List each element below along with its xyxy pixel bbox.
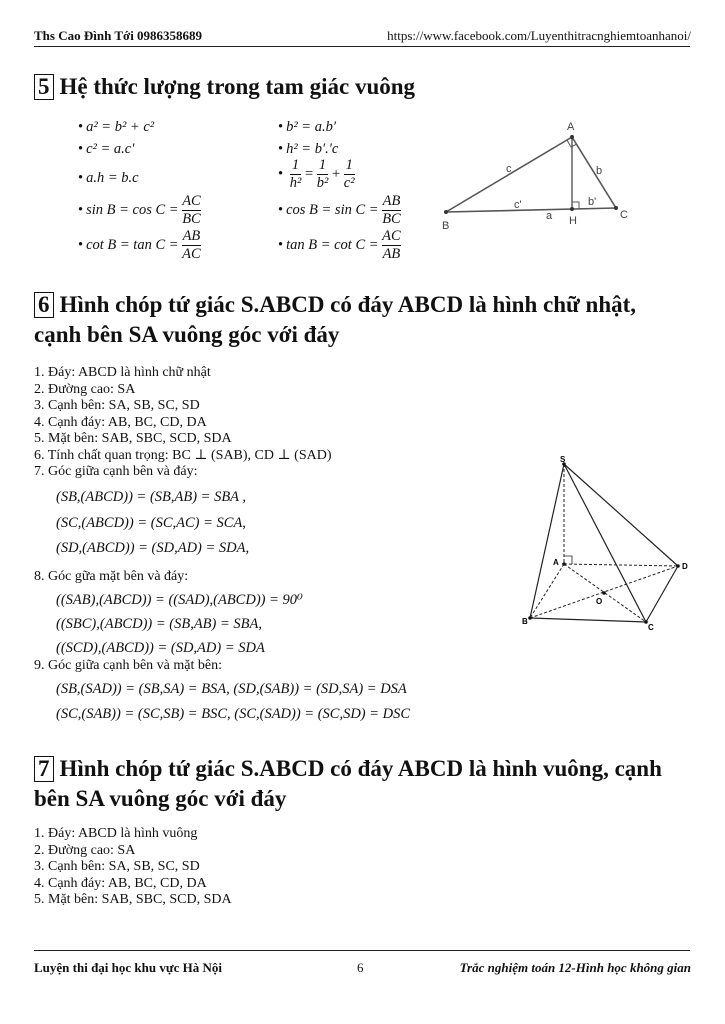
angle7-1: (SB,(ABCD)) = (SB,AB) = SBA ,: [56, 489, 247, 505]
pyramid-figure: [516, 452, 696, 638]
formula-r3: • $\frac{1}{\text{h²}}$ = $\frac{1}{\text{b²}}$ + $\frac{1}{\text{c²}}$: [278, 157, 355, 191]
section7-title: 7 Hình chóp tứ giác S.ABCD có đáy ABCD là hình vuông, cạnh bên SA vuông góc với đáy: [34, 756, 662, 811]
formula-l1: • a² = b² + c²: [78, 119, 155, 135]
formula-l2: • c² = a.c′: [78, 141, 135, 157]
item9: 9. Góc giữa cạnh bên và mặt bên:: [34, 658, 222, 673]
label-D: D: [682, 562, 688, 571]
section5-title: 5 Hệ thức lượng trong tam giác vuông: [34, 72, 415, 102]
formula-r2: • h² = b′.′c: [278, 141, 339, 157]
edge-BC: [530, 618, 646, 622]
label-A: A: [567, 121, 575, 133]
header-rule: [34, 46, 690, 47]
formula-l3: • a.h = b.c: [78, 170, 139, 186]
label-C: C: [648, 623, 654, 632]
angle7-2: (SC,(ABCD)) = (SC,AC) = SCA,: [56, 515, 246, 531]
label-b-prime: b': [588, 196, 597, 208]
section6-title: 6 Hình chóp tứ giác S.ABCD có đáy ABCD là hình chữ nhật, cạnh bên SA vuông góc với đáy: [34, 292, 637, 347]
edge-SD: [564, 464, 678, 566]
section7-number: 7: [34, 756, 54, 782]
angle7-3: (SD,(ABCD)) = (SD,AD) = SDA,: [56, 540, 250, 556]
section5-number: 5: [34, 74, 54, 100]
section7-list: 1. Đáy: ABCD là hình vuông 2. Đường cao: SA 3. Cạnh bên: SA, SB, SC, SD 4. Cạnh đáy: AB, BC, CD, DA 5. Mặt bên: SAB, SBC, SCD, SDA: [34, 826, 232, 907]
section6-list: 1. Đáy: ABCD là hình chữ nhật 2. Đường cao: SA 3. Cạnh bên: SA, SB, SC, SD 4. Cạnh đáy: AB, BC, CD, DA 5. Mặt bên: SAB, SBC, SCD, SDA 6. Tính chất quan trọng: BC ⊥ (SAB), CD ⊥ (SAD) 7. Góc giữa cạnh bên và đáy:: [34, 365, 332, 479]
label-A: A: [553, 558, 559, 567]
footer-right: Trắc nghiệm toán 12-Hình học không gian: [459, 960, 691, 975]
edge-SB: [530, 464, 564, 618]
angle8-1: ((SAB),(ABCD)) = ((SAD),(ABCD)) = 90⁰: [56, 592, 303, 608]
angle8-3: ((SCD),(ABCD)) = (SD,AD) = SDA: [56, 640, 265, 656]
edge-AD: [564, 564, 678, 566]
label-C: C: [620, 209, 628, 221]
label-S: S: [560, 455, 566, 464]
label-b: b: [596, 165, 603, 177]
footer-rule: [34, 950, 690, 951]
formula-r1: • b² = a.b′: [278, 119, 337, 135]
page-number: 6: [357, 960, 364, 975]
label-B: B: [522, 617, 528, 626]
label-O: O: [596, 597, 603, 606]
edge-CD: [646, 566, 678, 622]
header-author: Ths Cao Đình Tới 0986358689: [34, 28, 203, 43]
right-triangle-figure: [436, 116, 648, 232]
label-c: c: [506, 163, 512, 175]
angle8-2: ((SBC),(ABCD)) = (SB,AB) = SBA,: [56, 616, 262, 632]
label-H: H: [569, 215, 577, 227]
label-c-prime: c': [514, 199, 522, 211]
angle9-2: (SC,(SAB)) = (SC,SB) = BSC, (SC,(SAD)) = (SC,SD) = DSC: [56, 706, 411, 722]
edge-SC: [564, 464, 646, 622]
label-B: B: [442, 220, 450, 232]
side-a: [446, 208, 616, 212]
footer-left: Luyện thi đại học khu vực Hà Nội: [34, 960, 223, 975]
formula-r5: • tan B = cot C = $\frac{AC}{AB}$: [278, 228, 401, 262]
formula-r4: • cos B = sin C = $\frac{AB}{BC}$: [278, 193, 401, 227]
formula-l5: • cot B = tan C = $\frac{AB}{AC}$: [78, 228, 201, 262]
item8: 8. Góc gữa mặt bên và đáy:: [34, 569, 189, 584]
section6-number: 6: [34, 292, 54, 318]
header-url[interactable]: https://www.facebook.com/Luyenthitracnghiemtoanhanoi/: [387, 28, 691, 43]
formula-l4: • sin B = cos C = $\frac{AC}{BC}$: [78, 193, 201, 227]
edge-AB: [530, 564, 564, 618]
label-a: a: [546, 210, 553, 222]
angle9-1: (SB,(SAD)) = (SB,SA) = BSA, (SD,(SAB)) = (SD,SA) = DSA: [56, 681, 407, 697]
